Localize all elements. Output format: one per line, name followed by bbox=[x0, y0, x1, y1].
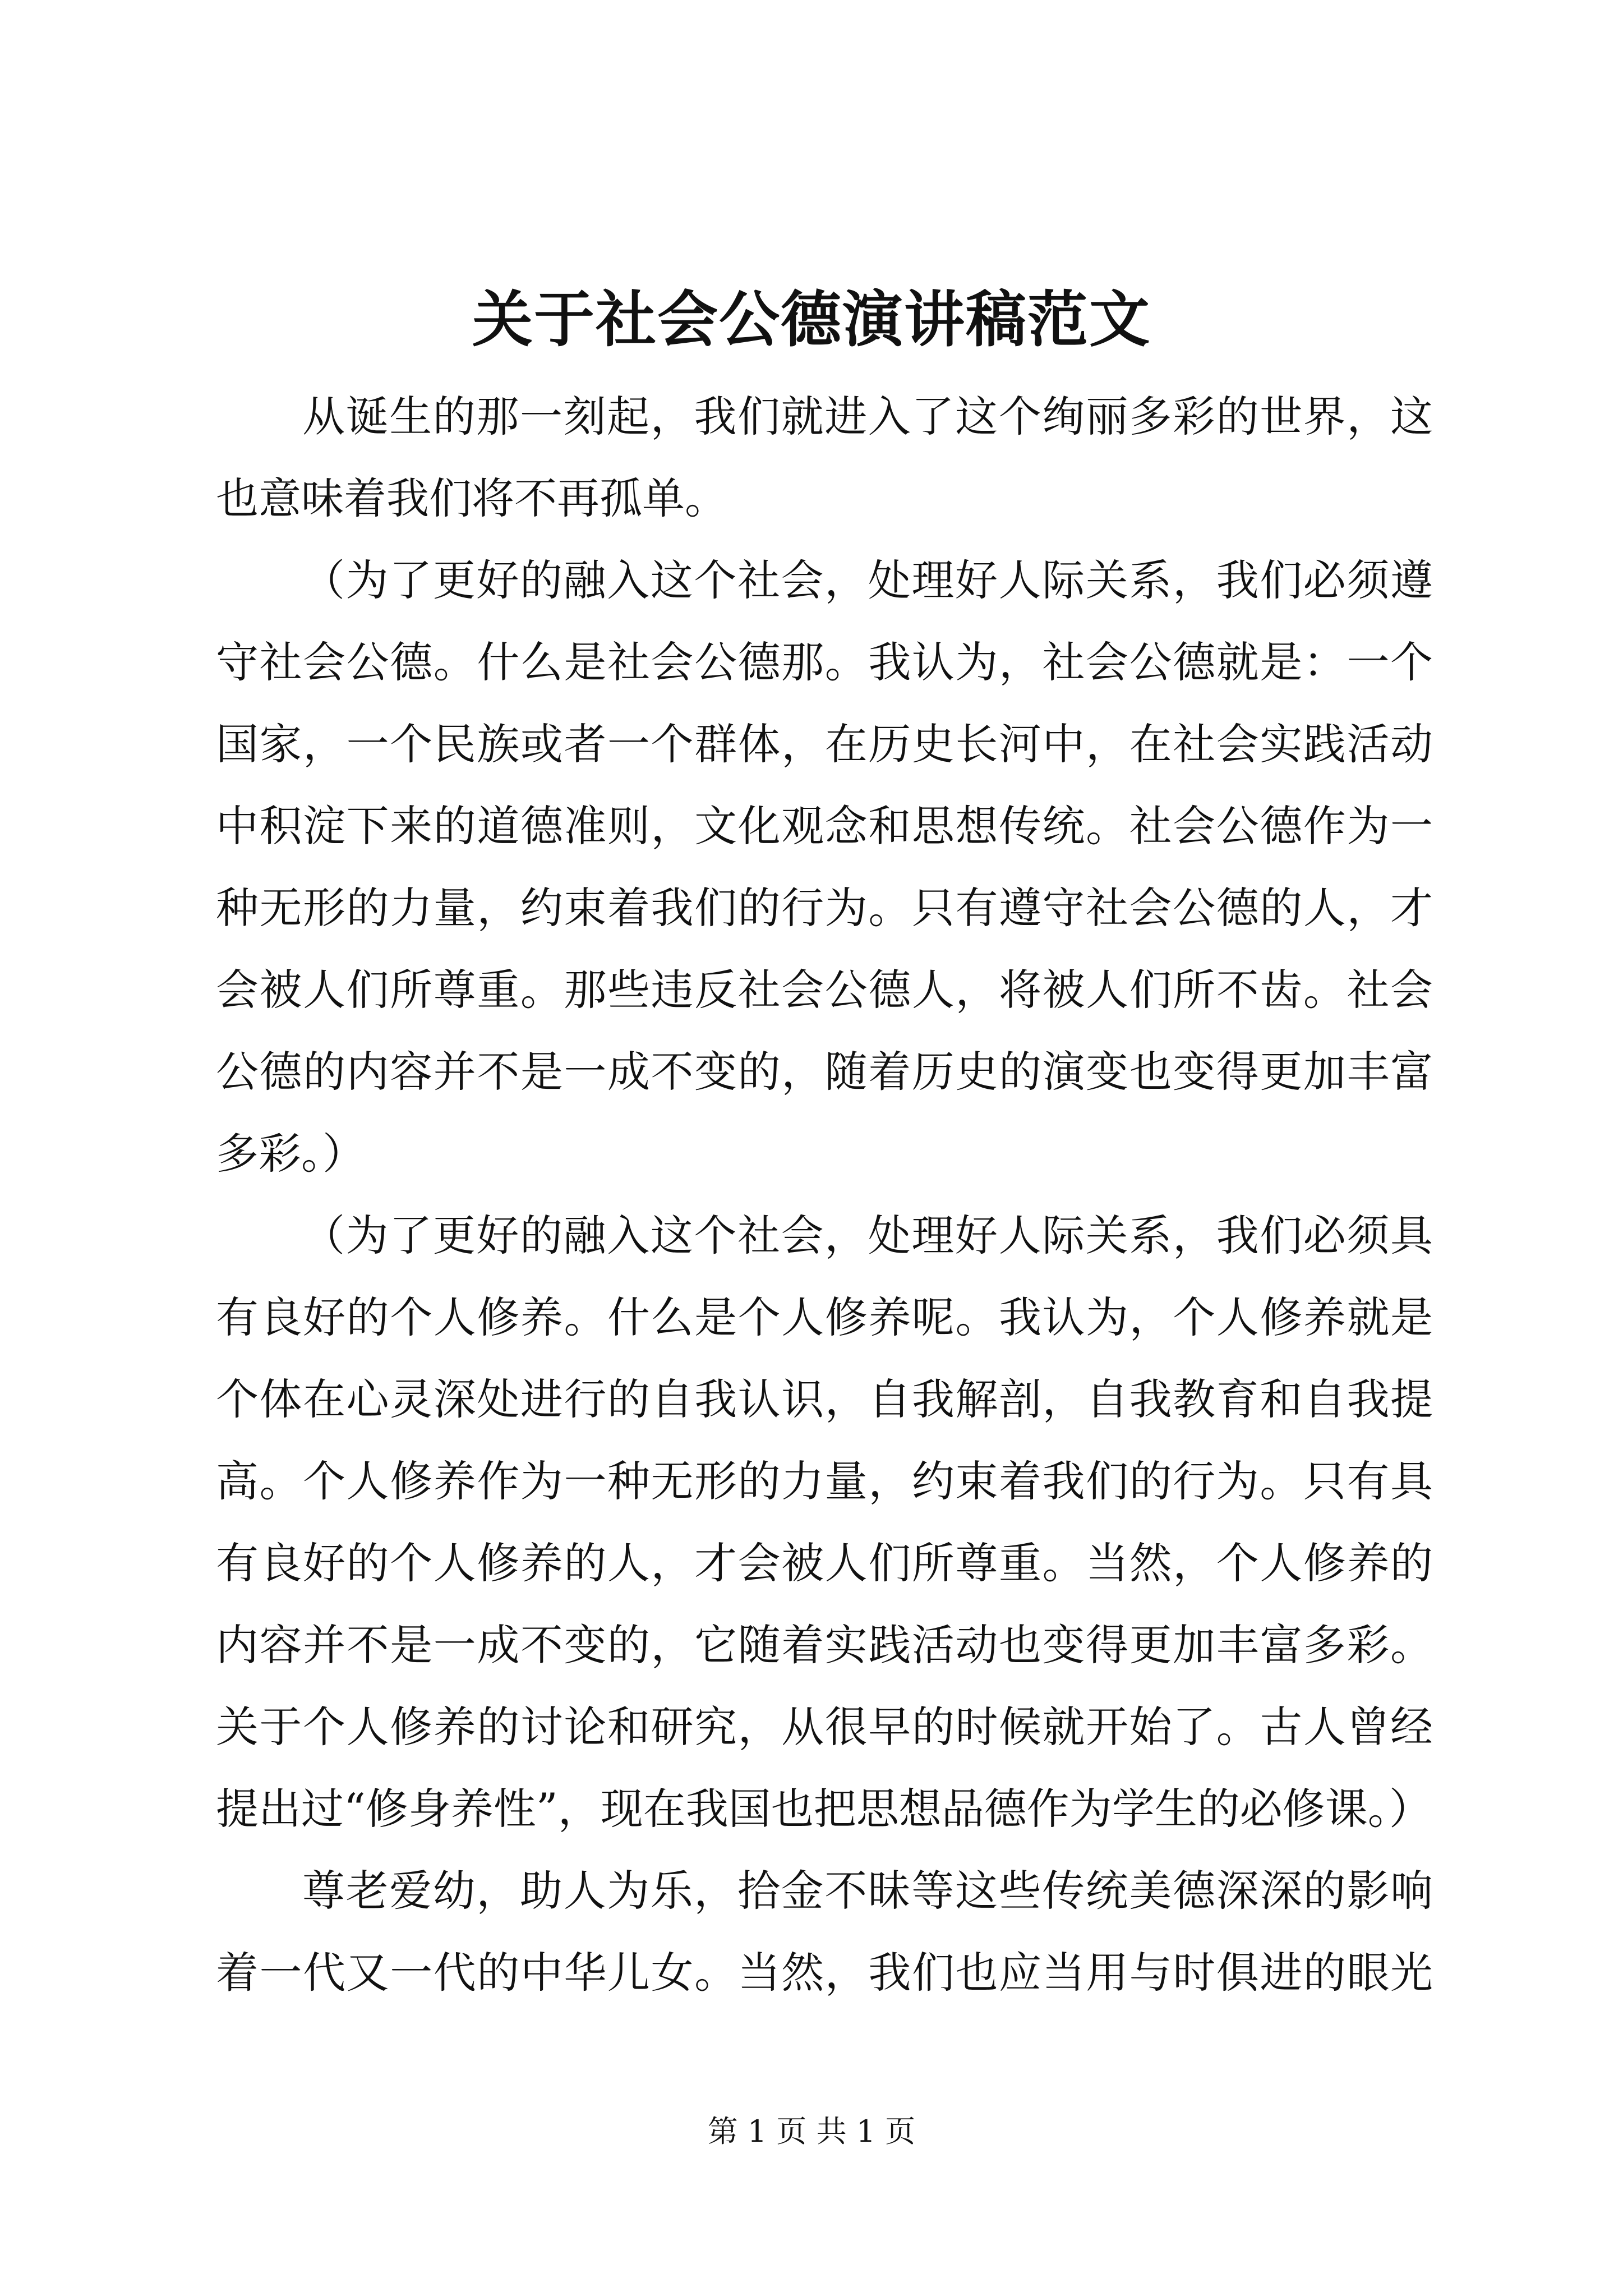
paragraph-line: 守社会公德。什么是社会公德那。我认为，社会公德就是：一个 bbox=[216, 637, 1433, 687]
paragraph-line: 尊老爱幼，助人为乐，拾金不昧等这些传统美德深深的影响 bbox=[302, 1866, 1433, 1916]
document-body bbox=[216, 376, 1433, 2014]
paragraph-line: 公德的内容并不是一成不变的，随着历史的演变也变得更加丰富 bbox=[216, 1047, 1433, 1097]
paragraph-line: （为了更好的融入这个社会，处理好人际关系，我们必须具 bbox=[302, 1211, 1433, 1260]
paragraph-line: 有良好的个人修养的人，才会被人们所尊重。当然，个人修养的 bbox=[216, 1538, 1433, 1588]
paragraph-line: 关于个人修养的讨论和研究，从很早的时候就开始了。古人曾经 bbox=[216, 1702, 1433, 1752]
paragraph-line: 有良好的个人修养。什么是个人修养呢。我认为，个人修养就是 bbox=[216, 1292, 1433, 1342]
paragraph-line: 多彩。） bbox=[216, 1129, 365, 1179]
paragraph-line: 从诞生的那一刻起，我们就进入了这个绚丽多彩的世界，这 bbox=[302, 392, 1433, 441]
paragraph-line: 着一代又一代的中华儿女。当然，我们也应当用与时俱进的眼光 bbox=[216, 1948, 1433, 1998]
document-title: 关于社会公德演讲稿范文 bbox=[472, 284, 1151, 355]
paragraph-line: 中积淀下来的道德准则，文化观念和思想传统。社会公德作为一 bbox=[216, 801, 1433, 851]
paragraph-line: 会被人们所尊重。那些违反社会公德人，将被人们所不齿。社会 bbox=[216, 965, 1433, 1015]
paragraph-line: 种无形的力量，约束着我们的行为。只有遵守社会公德的人，才 bbox=[216, 883, 1433, 933]
paragraph-line: 提出过“修身养性”，现在我国也把思想品德作为学生的必修课。） bbox=[216, 1784, 1432, 1834]
page-footer: 第 1 页 共 1 页 bbox=[707, 2114, 916, 2149]
paragraph-line: 也意味着我们将不再孤单。 bbox=[216, 473, 727, 523]
paragraph-line: 国家，一个民族或者一个群体，在历史长河中，在社会实践活动 bbox=[216, 719, 1433, 769]
paragraph-line: 内容并不是一成不变的，它随着实践活动也变得更加丰富多彩。 bbox=[216, 1620, 1433, 1670]
paragraph-line: 个体在心灵深处进行的自我认识，自我解剖，自我教育和自我提 bbox=[216, 1374, 1433, 1424]
paragraph-line: （为了更好的融入这个社会，处理好人际关系，我们必须遵 bbox=[302, 555, 1433, 605]
paragraph-line: 高。个人修养作为一种无形的力量，约束着我们的行为。只有具 bbox=[216, 1456, 1433, 1506]
